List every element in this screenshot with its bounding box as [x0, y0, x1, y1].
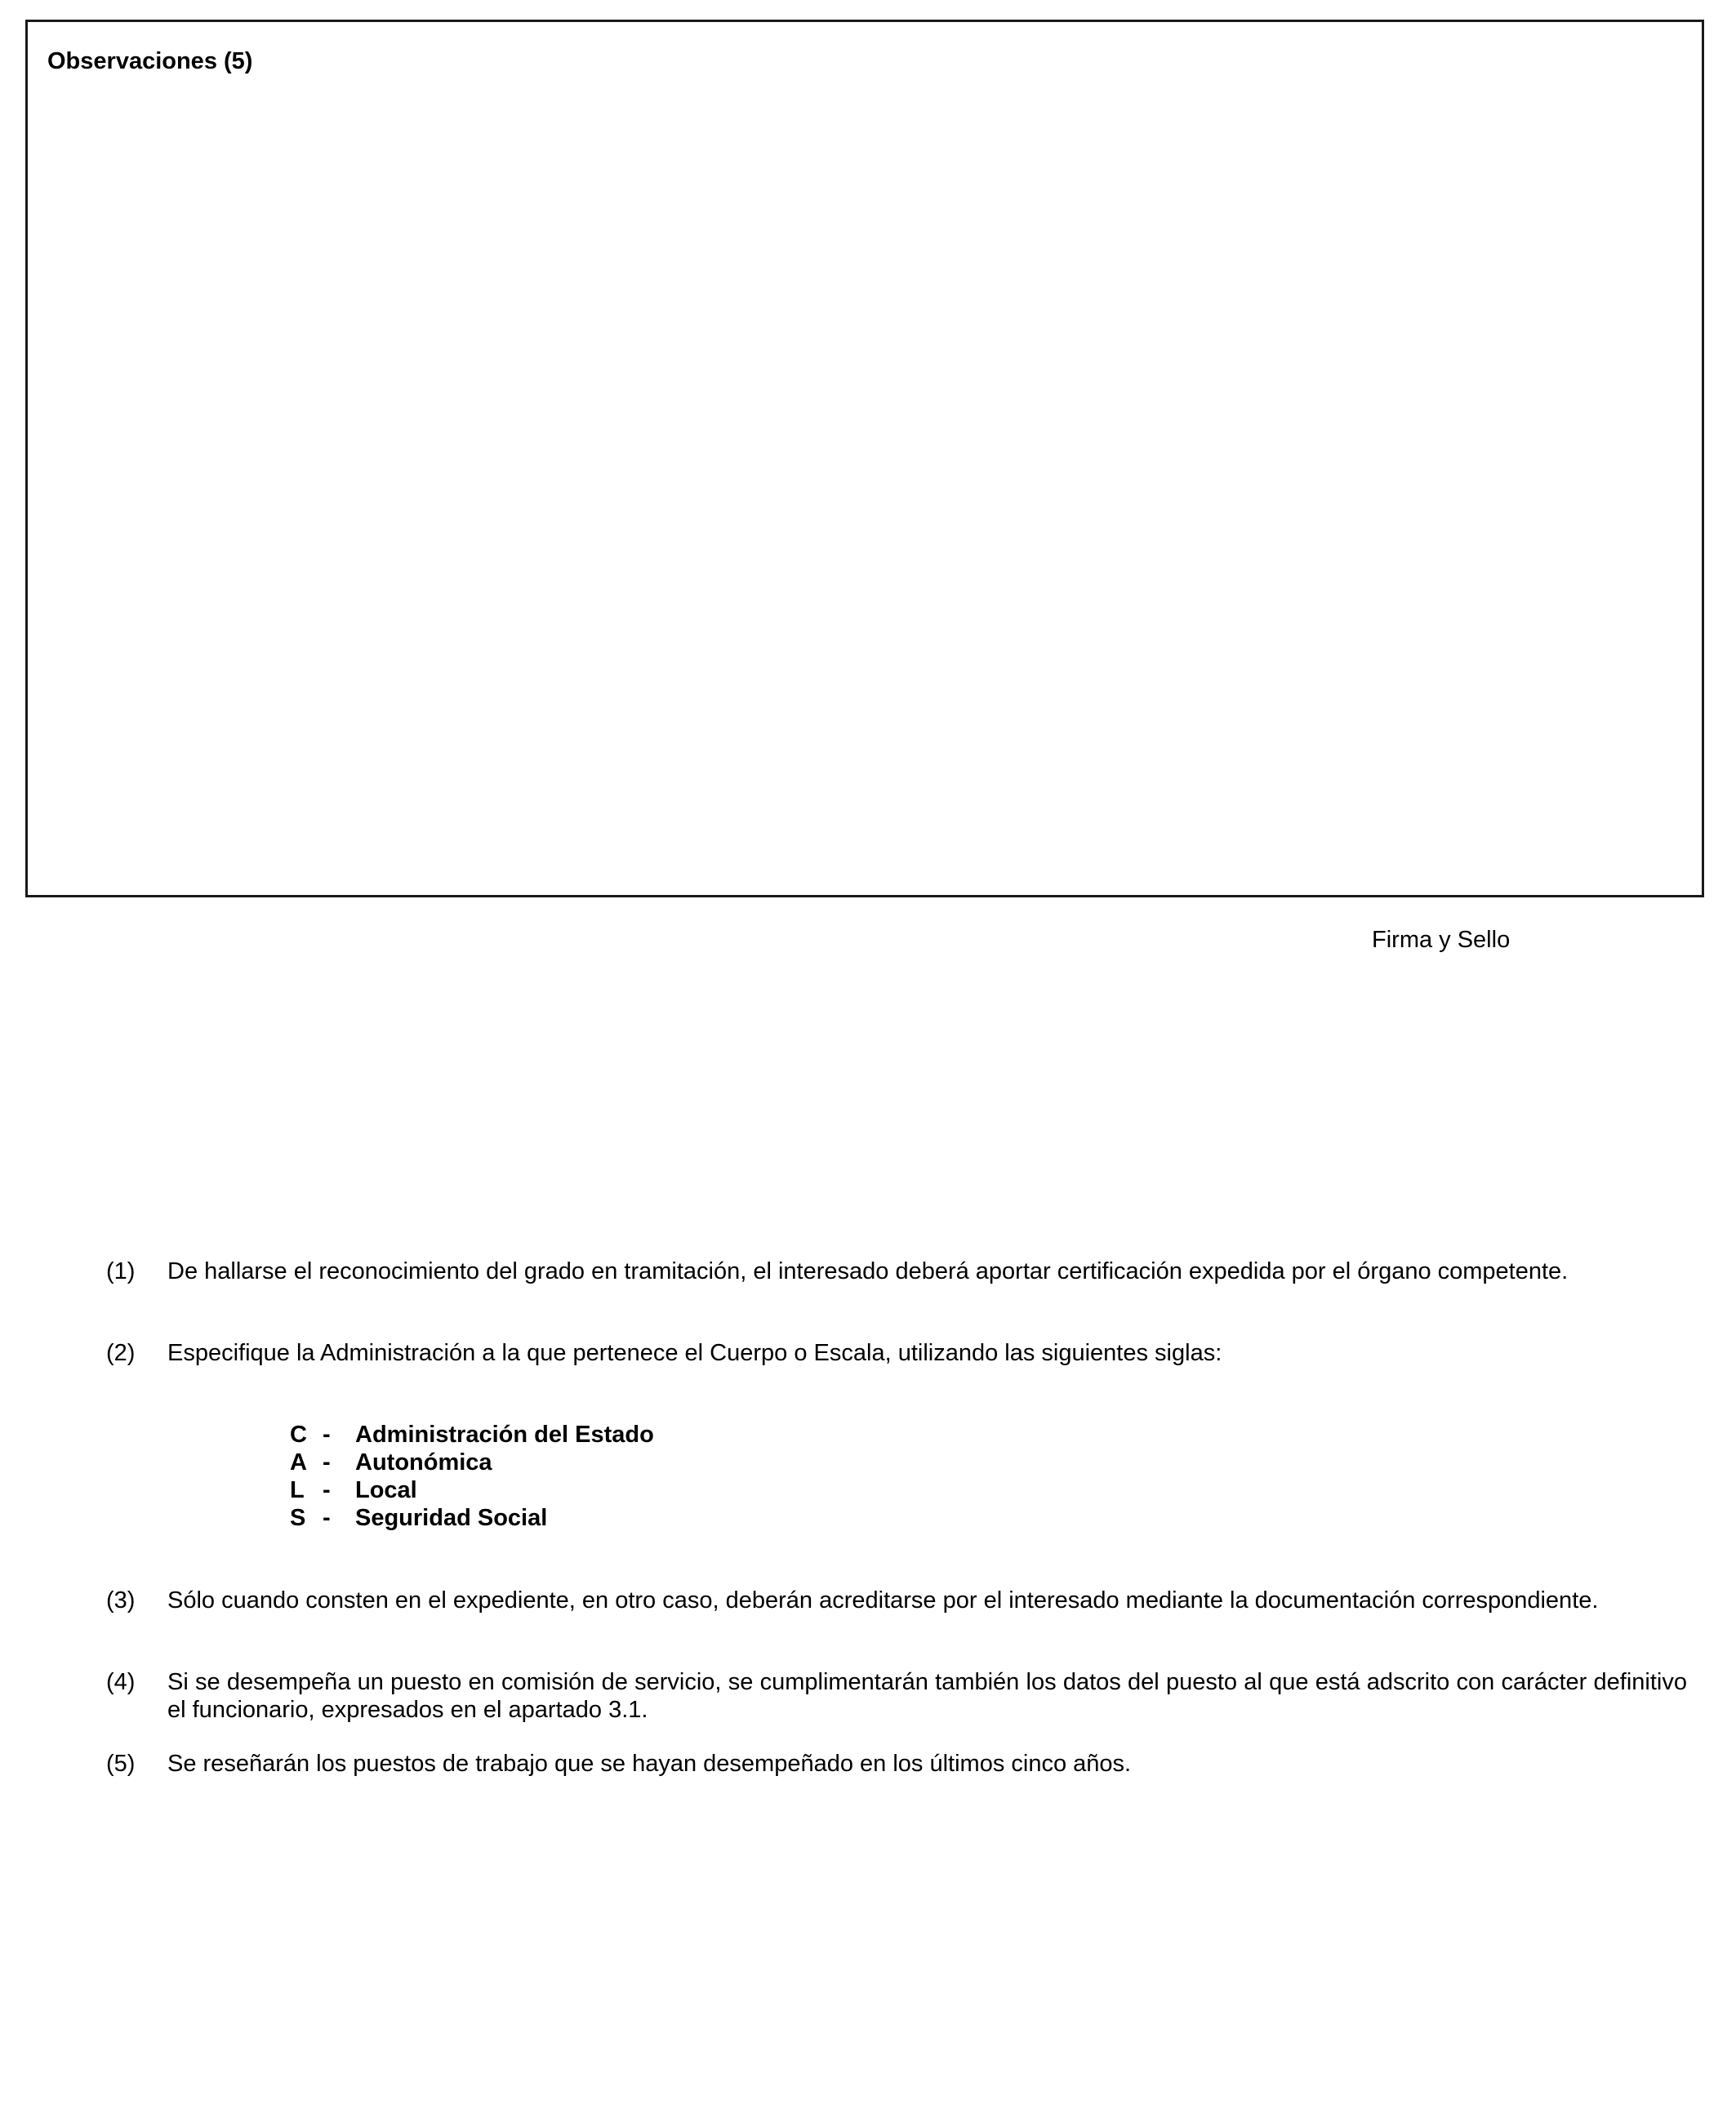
footnote-2 — [106, 1339, 1687, 1367]
footnote-text: Especifique la Administración a la que pertenece el Cuerpo o Escala, utilizando las siguientes siglas: — [167, 1340, 1222, 1366]
sigla-code: C — [290, 1422, 307, 1448]
sigla-label: Autonómica — [355, 1449, 492, 1476]
footnote-number: (2) — [106, 1340, 136, 1366]
sigla-label: Seguridad Social — [355, 1505, 548, 1531]
sigla-item — [290, 1423, 654, 1447]
sigla-code: L — [290, 1477, 305, 1503]
footnote-text: Se reseñarán los puestos de trabajo que se hayan desempeñado en los últimos cinco años. — [167, 1751, 1132, 1777]
firma-y-sello-label: Firma y Sello — [1372, 927, 1511, 953]
sigla-dash: - — [323, 1449, 331, 1476]
footnote-number: (4) — [106, 1669, 136, 1695]
sigla-dash: - — [323, 1477, 331, 1503]
observaciones-title: Observaciones (5) — [47, 48, 253, 74]
footnote-1 — [106, 1257, 1687, 1285]
sigla-label: Local — [355, 1477, 417, 1503]
sigla-label: Administración del Estado — [355, 1422, 654, 1448]
sigla-dash: - — [323, 1422, 331, 1448]
sigla-dash: - — [323, 1505, 331, 1531]
sigla-item — [290, 1507, 547, 1530]
footnote-text: Si se desempeña un puesto en comisión de servicio, se cumplimentarán también los datos del puesto al que está adscrito con carácter definitivo el funcionario, expresados en el apartado 3.1. — [167, 1669, 1687, 1723]
sigla-code: S — [290, 1505, 306, 1531]
footnote-5 — [106, 1750, 1687, 1778]
footnote-text: Sólo cuando consten en el expediente, en otro caso, deberán acreditarse por el interesado mediante la documentación correspondiente. — [167, 1587, 1599, 1614]
footnote-number: (5) — [106, 1751, 136, 1777]
footnote-text: De hallarse el reconocimiento del grado en tramitación, el interesado deberá aportar certificación expedida por el órgano competente. — [167, 1258, 1569, 1284]
footnote-4 — [106, 1668, 1687, 1724]
footnote-number: (1) — [106, 1258, 136, 1284]
footnote-number: (3) — [106, 1587, 136, 1614]
footnote-3 — [106, 1587, 1687, 1614]
observaciones-box[interactable] — [25, 20, 1704, 897]
sigla-code: A — [290, 1449, 307, 1476]
sigla-item — [290, 1451, 492, 1475]
sigla-item — [290, 1479, 417, 1502]
